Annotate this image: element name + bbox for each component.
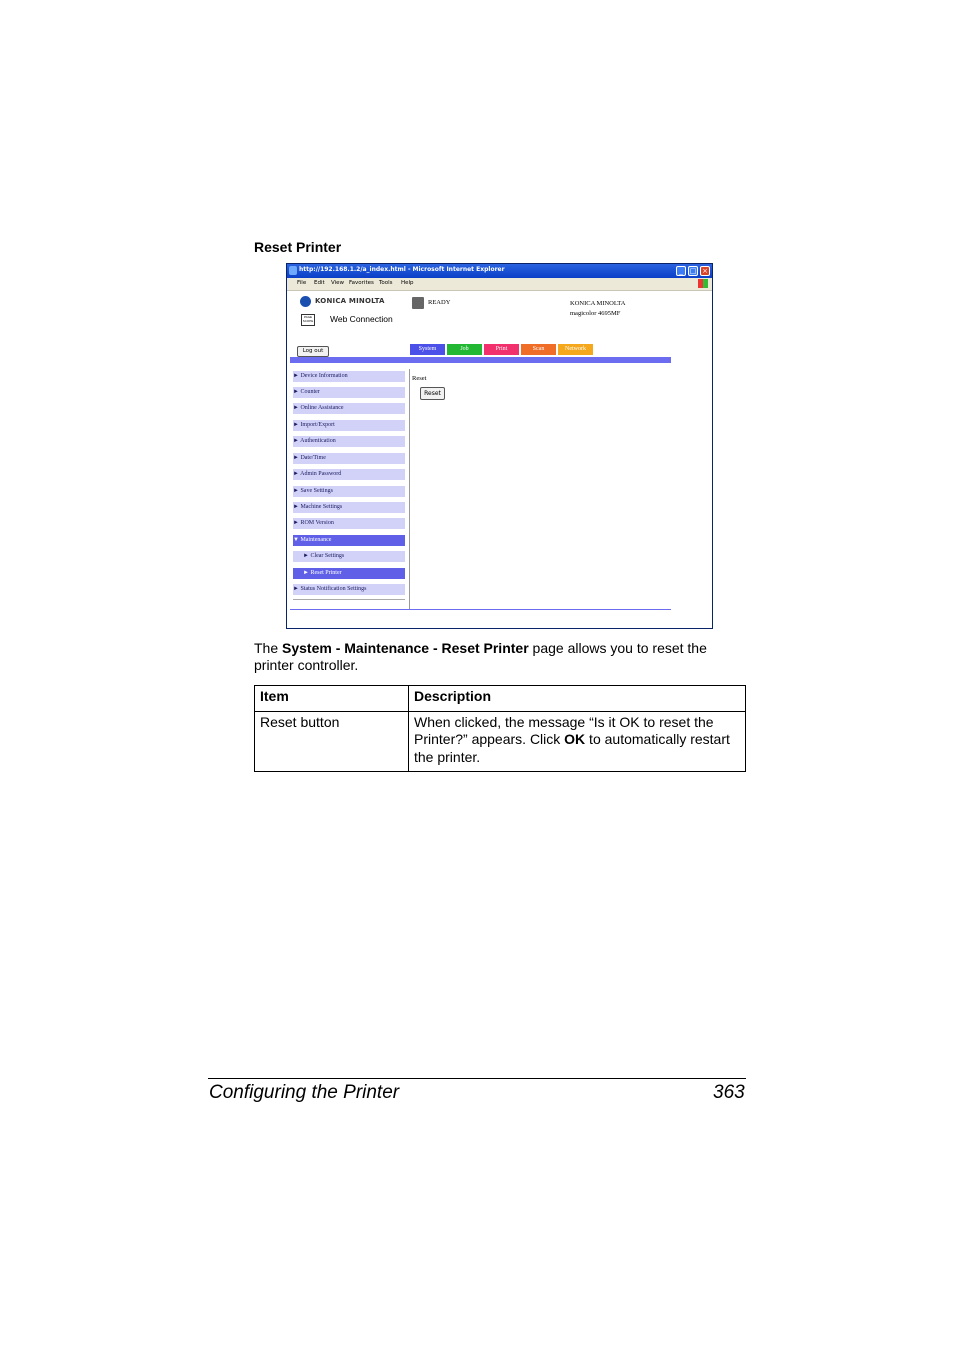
page-number: 363 [713, 1082, 745, 1103]
section-heading: Reset Printer [254, 239, 342, 255]
sidebar-item-device-information[interactable]: ► Device Information [293, 371, 405, 382]
table-cell-description [409, 711, 746, 772]
header-divider [290, 357, 671, 363]
sidebar-item-reset-printer[interactable]: ► Reset Printer [293, 568, 405, 579]
browser-screenshot [286, 263, 713, 629]
menu-file: File [297, 280, 307, 286]
description-paragraph [254, 640, 734, 674]
tab-print[interactable]: Print [484, 344, 519, 355]
sidebar-item-online-assistance[interactable]: ► Online Assistance [293, 403, 405, 414]
tab-job[interactable]: Job [447, 344, 482, 355]
tab-network[interactable]: Network [558, 344, 593, 355]
sidebar-item-import-export[interactable]: ► Import/Export [293, 420, 405, 431]
ie-app-icon [289, 266, 297, 275]
footer-title: Configuring the Printer [209, 1082, 400, 1103]
footer-rule [208, 1078, 746, 1079]
content-title: Reset [412, 375, 427, 382]
table-row [255, 711, 746, 772]
maximize-icon: □ [689, 267, 697, 275]
brand-logo-text: KONICA MINOLTA [315, 297, 385, 305]
minimize-icon: _ [676, 266, 686, 276]
konica-minolta-logo-icon [300, 296, 311, 307]
sidebar-divider [293, 599, 405, 600]
menu-favorites: Favorites [349, 280, 374, 286]
tab-scan[interactable]: Scan [521, 344, 556, 355]
table-cell-item: Reset button [255, 711, 409, 772]
paragraph-post: page allows you to reset the printer controller. [254, 640, 707, 673]
close-icon: × [700, 266, 710, 276]
sidebar-item-save-settings[interactable]: ► Save Settings [293, 486, 405, 497]
windows-flag-icon [698, 279, 708, 288]
paragraph-bold: System - Maintenance - Reset Printer [282, 640, 529, 656]
sidebar-item-authentication[interactable]: ► Authentication [293, 436, 405, 447]
model-brand: KONICA MINOLTA [570, 300, 626, 307]
tab-system[interactable]: System [410, 344, 445, 355]
sidebar-item-admin-password[interactable]: ► Admin Password [293, 469, 405, 480]
content-divider [409, 369, 410, 609]
desc-bold: OK [564, 731, 586, 747]
paragraph-pre: The [254, 640, 283, 656]
printer-icon [412, 297, 424, 309]
table-header-item: Item [255, 686, 409, 712]
desc-pre: When clicked, the message “Is it OK to reset the Printer?” appears. Click [414, 713, 714, 747]
table-header-description: Description [409, 686, 746, 712]
menu-tools: Tools [379, 280, 393, 286]
sidebar-item-counter[interactable]: ► Counter [293, 387, 405, 398]
table-header-row [255, 686, 746, 712]
menu-help: Help [401, 280, 414, 286]
printer-status: READY [428, 299, 451, 306]
sidebar-item-maintenance[interactable]: ▼ Maintenance [293, 535, 405, 546]
sidebar-item-clear-settings[interactable]: ► Clear Settings [293, 551, 405, 562]
desc-post: to automatically restart the printer. [414, 731, 730, 765]
pagescope-logo: PAGE SCOPE [301, 314, 315, 326]
browser-menubar [287, 278, 712, 291]
menu-edit: Edit [314, 280, 325, 286]
sidebar-item-rom-version[interactable]: ► ROM Version [293, 518, 405, 529]
web-connection-label: Web Connection [330, 314, 393, 324]
description-table [254, 685, 746, 772]
footer-divider [290, 609, 671, 610]
browser-titlebar [287, 264, 712, 278]
model-name: magicolor 4695MF [570, 310, 621, 317]
menu-view: View [331, 280, 345, 286]
browser-title: http://192.168.1.2/a_index.html - Microsoft Internet Explorer [299, 266, 505, 273]
reset-button[interactable]: Reset [420, 387, 445, 400]
sidebar-item-machine-settings[interactable]: ► Machine Settings [293, 502, 405, 513]
sidebar-item-status-notification-settings[interactable]: ► Status Notification Settings [293, 584, 405, 595]
logout-button[interactable]: Log out [297, 346, 329, 357]
sidebar-item-date-time[interactable]: ► Date/Time [293, 453, 405, 464]
